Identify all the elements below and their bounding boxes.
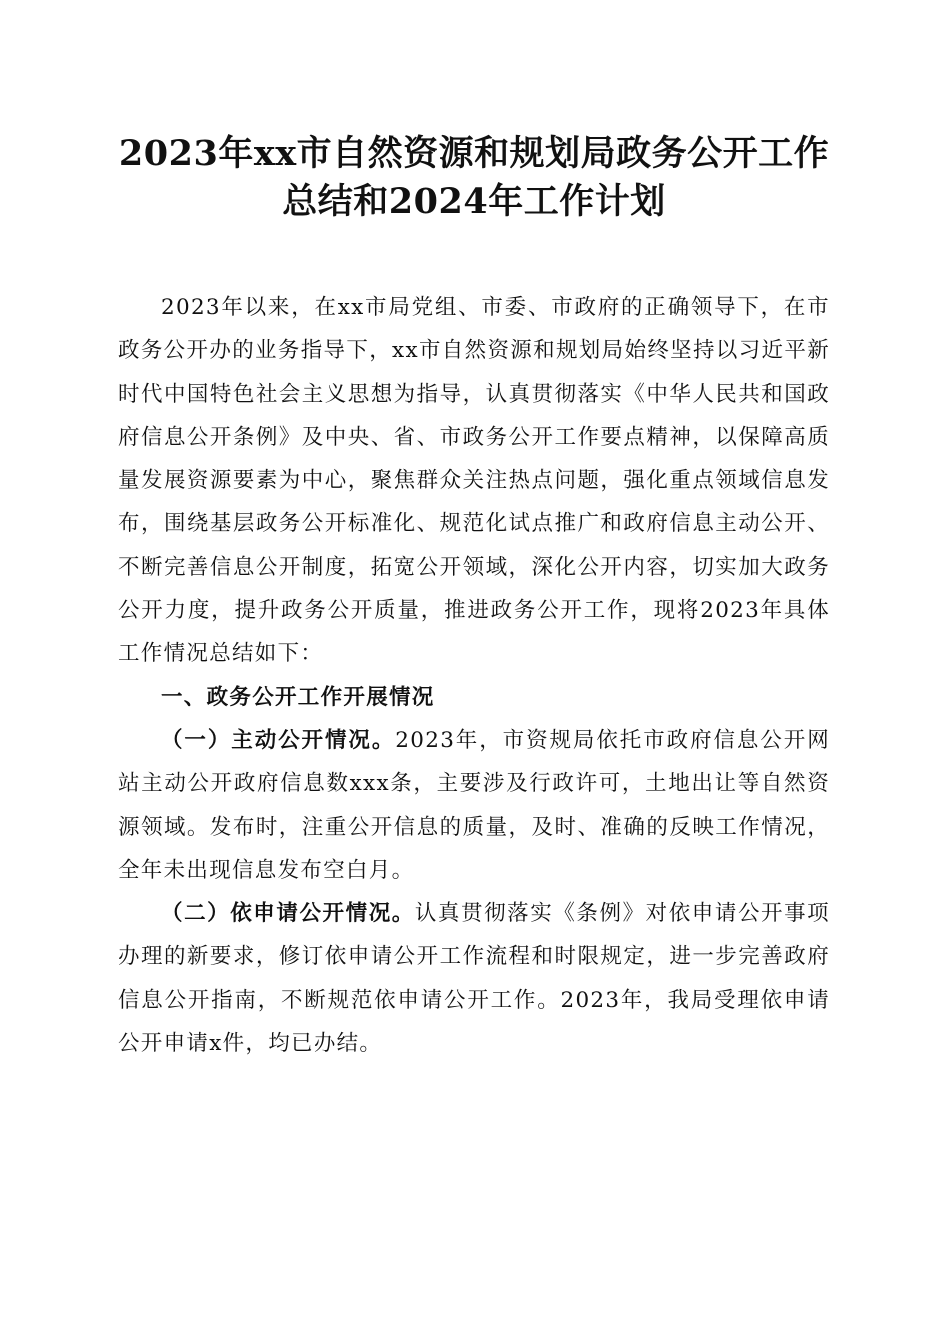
- item-paragraph-2: [118, 892, 830, 1065]
- document-page: [118, 130, 830, 1065]
- section-heading-1: 一、政务公开工作开展情况: [161, 684, 435, 710]
- title-line-2: 总结和2024年工作计划: [282, 181, 666, 222]
- item-2-text: 认真贯彻落实《条例》对依申请公开事项办理的新要求，修订依申请公开工作流程和时限规定，进一步完善政府信息公开指南，不断规范依申请公开工作。2023年，我局受理依申请公开申请x件，均已办结。: [118, 901, 830, 1057]
- title-line-1: 2023年xx市自然资源和规划局政务公开工作: [118, 133, 830, 174]
- document-title: [118, 130, 830, 226]
- intro-paragraph: 2023年以来，在xx市局党组、市委、市政府的正确领导下，在市政务公开办的业务指导下，xx市自然资源和规划局始终坚持以习近平新时代中国特色社会主义思想为指导，认真贯彻落实《中华人民共和国政府信息公开条例》及中央、省、市政务公开工作要点精神，以保障高质量发展资源要素为中心，聚焦群众关注热点问题，强化重点领域信息发布，围绕基层政务公开标准化、规范化试点推广和政府信息主动公开、不断完善信息公开制度，拓宽公开领域，深化公开内容，切实加大政务公开力度，提升政务公开质量，推进政务公开工作，现将2023年具体工作情况总结如下：: [118, 295, 830, 667]
- item-2-lead: （二）依申请公开情况。: [161, 901, 415, 927]
- item-1-text: 2023年，市资规局依托市政府信息公开网站主动公开政府信息数xxx条，主要涉及行政许可，土地出让等自然资源领域。发布时，注重公开信息的质量，及时、准确的反映工作情况，全年未出现信息发布空白月。: [118, 727, 830, 883]
- item-paragraph-1: [118, 719, 830, 892]
- item-1-lead: （一）主动公开情况。: [161, 727, 396, 753]
- document-body: [118, 286, 830, 1065]
